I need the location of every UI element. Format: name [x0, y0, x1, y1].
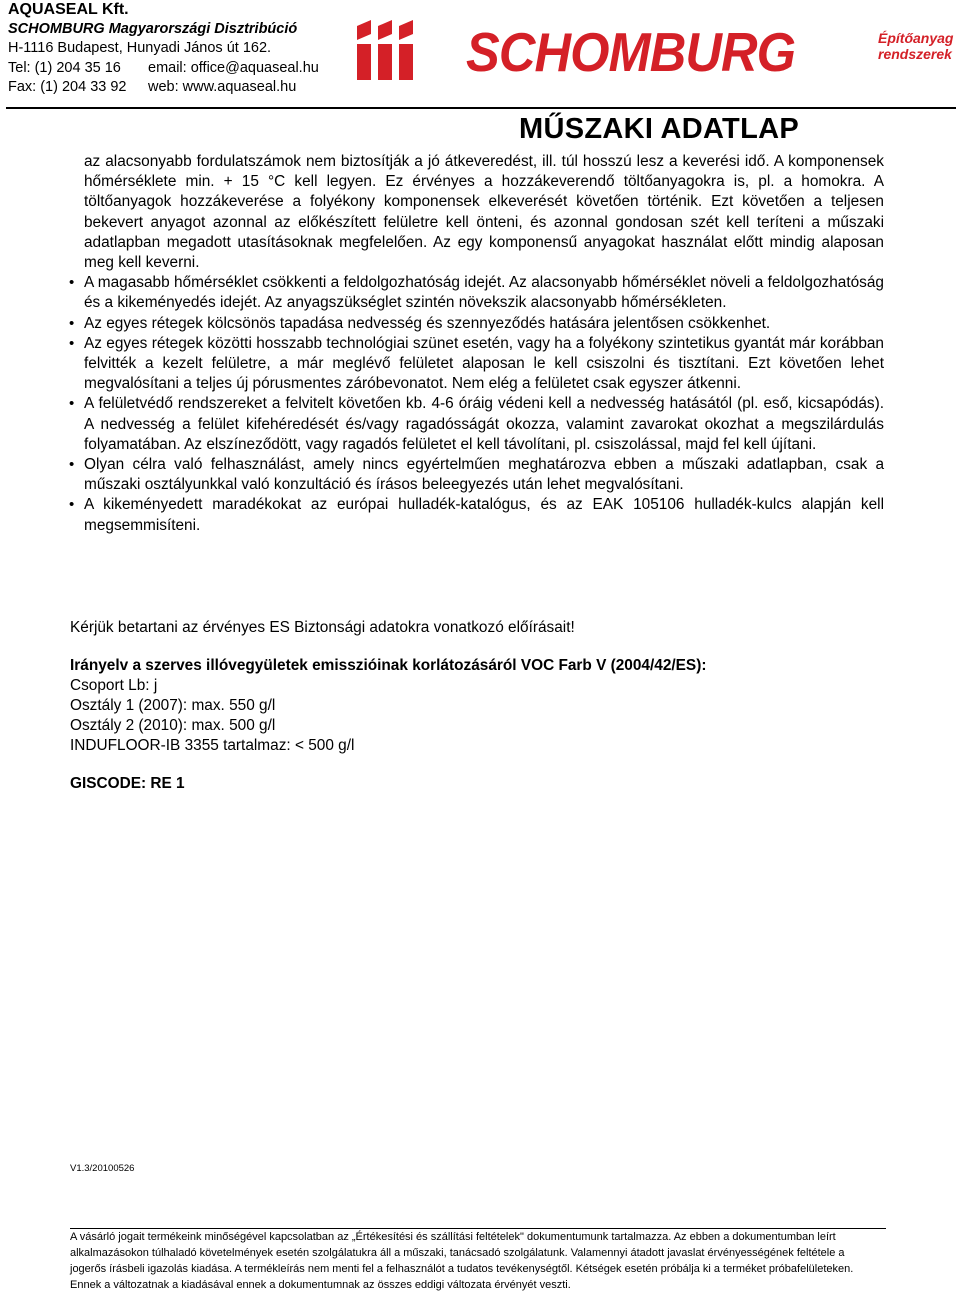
voc-line: Csoport Lb: j — [70, 677, 158, 694]
page-title: MŰSZAKI ADATLAP — [519, 113, 799, 145]
voc-section — [70, 656, 706, 756]
brand-tagline-line-2: rendszerek — [878, 46, 952, 62]
safety-notice: Kérjük betartani az érvényes ES Biztonsági adatokra vonatkozó előírásait! — [70, 619, 575, 636]
company-web: web: www.aquaseal.hu — [148, 79, 297, 95]
intro-paragraph: az alacsonyabb fordulatszámok nem biztosítják a jó átkeveredést, ill. túl hosszú lesz a keverési idő. A komponensek hőmérséklete min. + 15 °C kell legyen. Ez érvényes a hozzákeverendő töltőanyagokra is, pl. a homokra. A töltőanyagok hozzákeverése a folyékony komponensek elkeverését követően történik. Ezt követően a teljesen bekevert anyagot azonnal az előkészített felületre kell önteni, és azonnal gondosan szét kell teríteni a műszaki adatlapban megadott utasításoknak megfelelően. Az egy komponensű anyagokat használat előtt mindig alaposan meg kell keverni. — [84, 153, 884, 272]
bullet-list — [84, 273, 884, 536]
company-fax: Fax: (1) 204 33 92 — [8, 79, 127, 95]
voc-line: Osztály 1 (2007): max. 550 g/l — [70, 697, 276, 714]
bullet-item: • Az egyes rétegek közötti hosszabb technológiai szünet esetén, vagy ha a folyékony szintetikus gyantát már korábban felvitték a kezelt felületre, a már meglévő felületet alaposan le kell csiszolni és tisztítani. Ezt követően lehet megvalósítani a teljes új pórusmentes záróbevonatot. Nem elég a felületet csak egyszer átkenni. — [84, 334, 884, 395]
company-distributor: SCHOMBURG Magyarországi Disztribúció — [8, 20, 298, 37]
company-info — [8, 0, 319, 98]
bullet-item: • A kikeményedett maradékokat az európai hulladék-katalógus, és az EAK 105106 hulladék-kulcs alapján kell megsemmisíteni. — [84, 495, 884, 535]
bullet-item: • A magasabb hőmérséklet csökkenti a feldolgozhatóság idejét. Az alacsonyabb hőmérséklet növeli a feldolgozhatóság és a kikeményedés idejét. Az anyagszükséglet szintén növekszik alacsonyabb hőmérsékleten. — [84, 273, 884, 313]
header-divider — [6, 107, 956, 109]
bullet-item: • A felületvédő rendszereket a felvitelt követően kb. 4-6 óráig védeni kell a nedvesség hatásától (pl. eső, kicsapódás). A nedvesség a felület kifehéredését és/vagy ragadósságát okozza, valamint zavarokat okozhat a megszilárdulás folyamatában. Az elszíneződött, vagy ragadós felületet el kell távolítani, pl. csiszolással, majd fel kell újítani. — [84, 394, 884, 455]
main-content — [84, 152, 884, 536]
brand-wordmark: SCHOMBURG — [466, 21, 796, 83]
footer-line: alkalmazásokon túlhaladó követelmények esetén szolgálatukra áll a műszaki, tanácsadó szolgálatunk. Valamennyi átadott javaslat érvényességének feltétele a — [70, 1247, 845, 1259]
footer-line: A vásárló jogait termékeink minőségével kapcsolatban az „Értékesítési és szállítási feltételek" dokumentumunk tartalmazza. Az ebben a dokumentumban leírt — [70, 1231, 836, 1243]
company-tel: Tel: (1) 204 35 16 — [8, 59, 121, 76]
voc-line: Osztály 2 (2010): max. 500 g/l — [70, 717, 276, 734]
voc-heading: Irányelv a szerves illóvegyületek emisszióinak korlátozásáról VOC Farb V (2004/42/ES): — [70, 657, 707, 674]
contact-row-2 — [8, 78, 297, 98]
company-name: AQUASEAL Kft. — [8, 1, 129, 18]
footer-disclaimer — [70, 1229, 884, 1293]
voc-line: INDUFLOOR-IB 3355 tartalmaz: < 500 g/l — [70, 737, 355, 754]
brand-tagline-line-1: Építőanyag — [878, 30, 954, 46]
version-label: V1.3/20100526 — [70, 1163, 135, 1174]
brand-tagline — [878, 30, 953, 62]
footer-line: jogerős írásbeli igazolás kiadása. A termékleírás nem menti fel a felhasználót a tudatos tevékenységtől. Kétségek esetén próbálja ki a terméket próbafelületeken. — [70, 1263, 854, 1275]
contact-row-1 — [8, 59, 319, 79]
schomburg-logo-icon — [357, 20, 413, 80]
footer-line: Ennek a változatnak a kiadásával ennek a dokumentumnak az összes eddigi változata érvényét veszti. — [70, 1279, 571, 1291]
company-address: H-1116 Budapest, Hunyadi János út 162. — [8, 40, 272, 56]
bullet-item: • Olyan célra való felhasználást, amely nincs egyértelműen meghatározva ebben a műszaki adatlapban, csak a műszaki osztályunkkal való konzultáció és írásos beleegyezés után lehet megvalósítani. — [84, 455, 884, 495]
bullet-item: • Az egyes rétegek kölcsönös tapadása nedvesség és szennyeződés hatására jelentősen csökkenhet. — [84, 314, 884, 334]
company-email: email: office@aquaseal.hu — [148, 59, 319, 76]
giscode: GISCODE: RE 1 — [70, 775, 185, 792]
